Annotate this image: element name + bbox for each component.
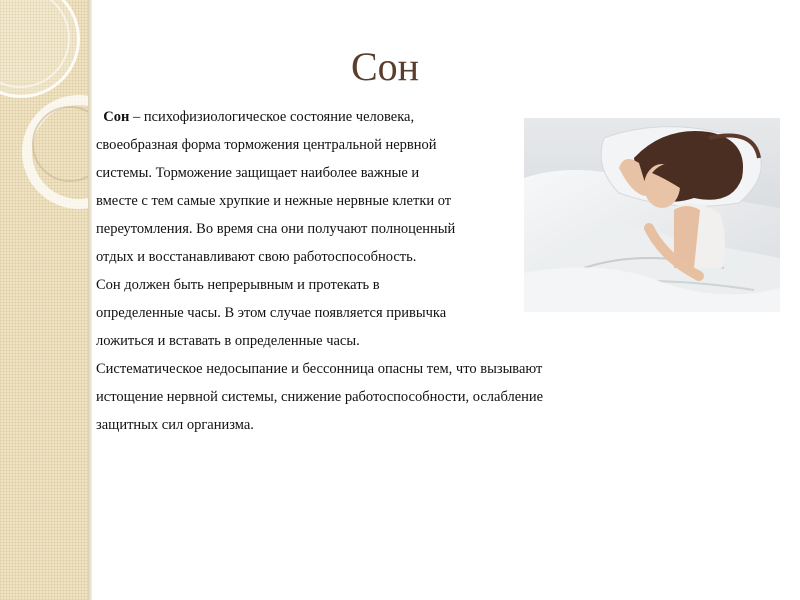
body-line: Сон должен быть непрерывным и протекать в [96,277,380,293]
body-line [96,107,414,127]
slide-title: Сон [350,44,420,89]
sleeping-woman-photo [524,118,780,312]
body-line: отдых и восстанавливают свою работоспособность. [96,249,417,265]
decorative-side-strip [0,0,88,600]
strip-edge-shadow [88,0,92,600]
body-line: ложиться и вставать в определенные часы. [96,333,360,349]
body-line-text: – психофизиологическое состояние человека, [129,109,415,125]
body-line: Систематическое недосыпание и бессонница опасны тем, что вызывают [96,361,543,377]
body-line: системы. Торможение защищает наиболее важные и [96,165,420,181]
body-line: защитных сил организма. [96,417,254,433]
body-line: вместе с тем самые хрупкие и нежные нервные клетки от [96,193,452,209]
body-line: определенные часы. В этом случае появляется привычка [96,305,447,321]
body-line: переутомления. Во время сна они получают полноценный [96,221,456,237]
term-bold: Сон [103,109,130,125]
body-line: своеобразная форма торможения центральной нервной [96,137,437,153]
body-line: истощение нервной системы, снижение работоспособности, ослабление [96,389,544,405]
